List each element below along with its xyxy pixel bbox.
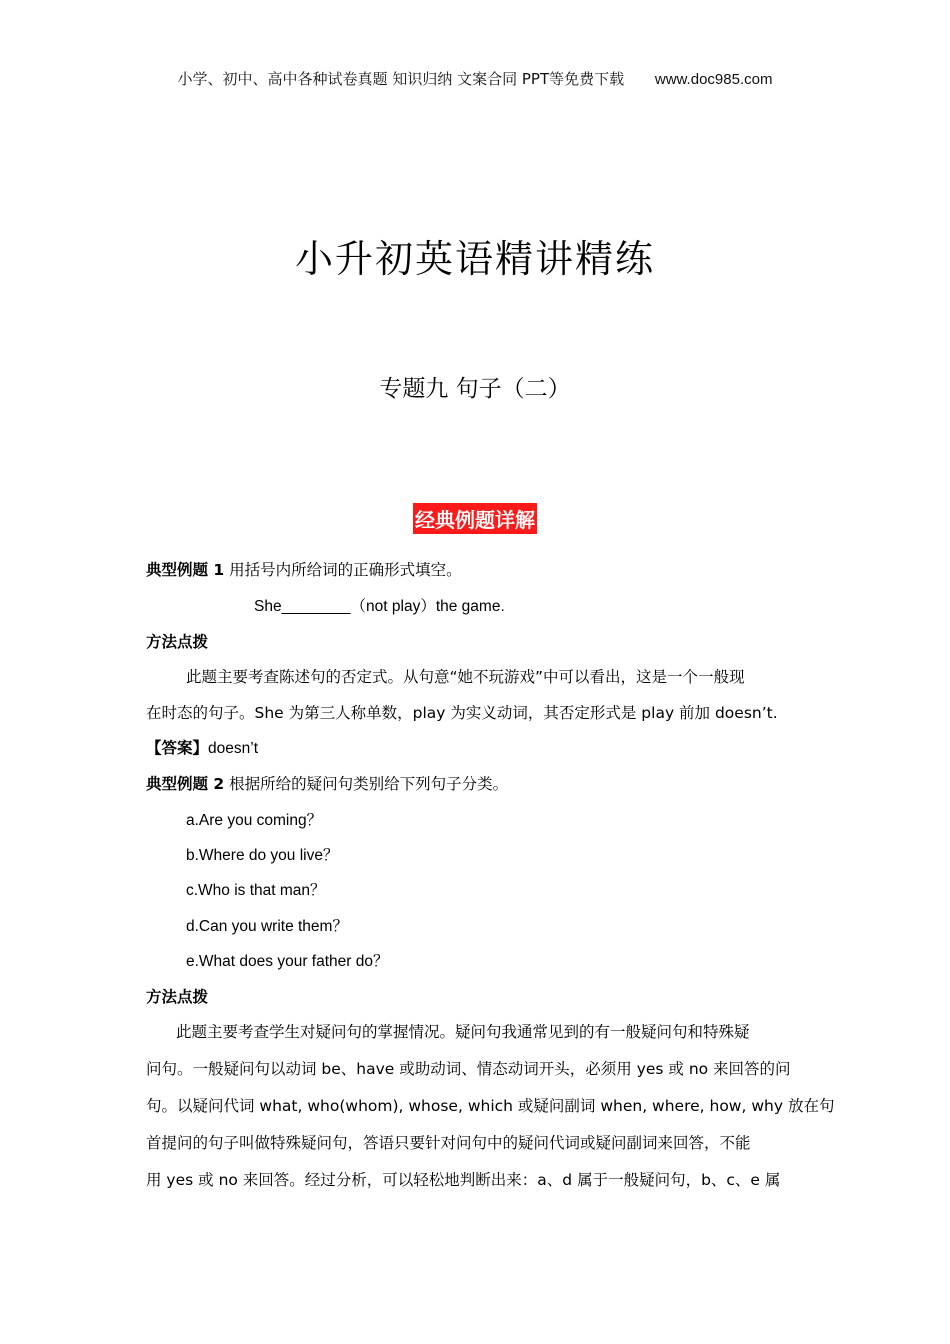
example-2-prompt: 根据所给的疑问句类别给下列句子分类。	[229, 775, 509, 793]
example-1-answer-label: 【答案】	[146, 739, 209, 757]
example-2-option-a: a.Are you coming？	[186, 812, 323, 829]
example-1-prompt: 用括号内所给词的正确形式填空。	[229, 561, 462, 579]
example-1-question: She________（not play）the game.	[254, 598, 505, 615]
example-1-analysis-line-1: 此题主要考查陈述句的否定式。从句意“她不玩游戏”中可以看出，这是一个一般现	[186, 668, 745, 686]
example-2-option-e: e.What does your father do？	[186, 953, 389, 970]
example-2-label: 典型例题 2	[146, 775, 225, 793]
example-1-answer-value: doesn’t	[208, 740, 258, 757]
document-title: 小升初英语精讲精练	[294, 237, 655, 281]
example-2-option-b: b.Where do you live？	[186, 847, 339, 864]
section-banner-wrap	[0, 503, 950, 534]
header-text: 小学、初中、高中各种试卷真题 知识归纳 文案合同 PPT等免费下载	[177, 70, 625, 88]
example-1-method-label: 方法点拨	[146, 633, 209, 651]
example-2-analysis-line-1: 此题主要考查学生对疑问句的掌握情况。疑问句我通常见到的有一般疑问句和特殊疑	[176, 1023, 750, 1041]
page-header	[0, 68, 950, 89]
example-1-label: 典型例题 1	[146, 561, 225, 579]
section-banner: 经典例题详解	[413, 503, 537, 534]
document-subtitle: 专题九 句子（二）	[379, 376, 571, 402]
example-2-option-d: d.Can you write them？	[186, 918, 348, 935]
header-site-link[interactable]: www.doc985.com	[654, 71, 773, 88]
example-2-analysis-line-5: 用 yes 或 no 来回答。经过分析，可以轻松地判断出来：a、d 属于一般疑问句，b、c、e 属	[146, 1171, 781, 1189]
example-2-heading	[146, 772, 811, 794]
example-1-answer	[146, 736, 811, 758]
example-2-analysis-line-4: 首提问的句子叫做特殊疑问句，答语只要针对问句中的疑问代词或疑问副词来回答，不能	[146, 1134, 751, 1152]
example-2-analysis-line-2: 问句。一般疑问句以动词 be、have 或助动词、情态动词开头，必须用 yes 或 no 来回答的问	[146, 1060, 791, 1078]
example-2-method-label: 方法点拨	[146, 988, 209, 1006]
example-2-option-c: c.Who is that man？	[186, 882, 326, 899]
example-2-analysis-line-3: 句。以疑问代词 what, who(whom), whose, which 或疑问副词 when, where, how, why 放在句	[146, 1097, 835, 1115]
example-1-analysis-line-2: 在时态的句子。She 为第三人称单数，play 为实义动词，其否定形式是 play 前加 doesn’t.	[146, 704, 778, 722]
example-1-heading	[146, 558, 811, 580]
